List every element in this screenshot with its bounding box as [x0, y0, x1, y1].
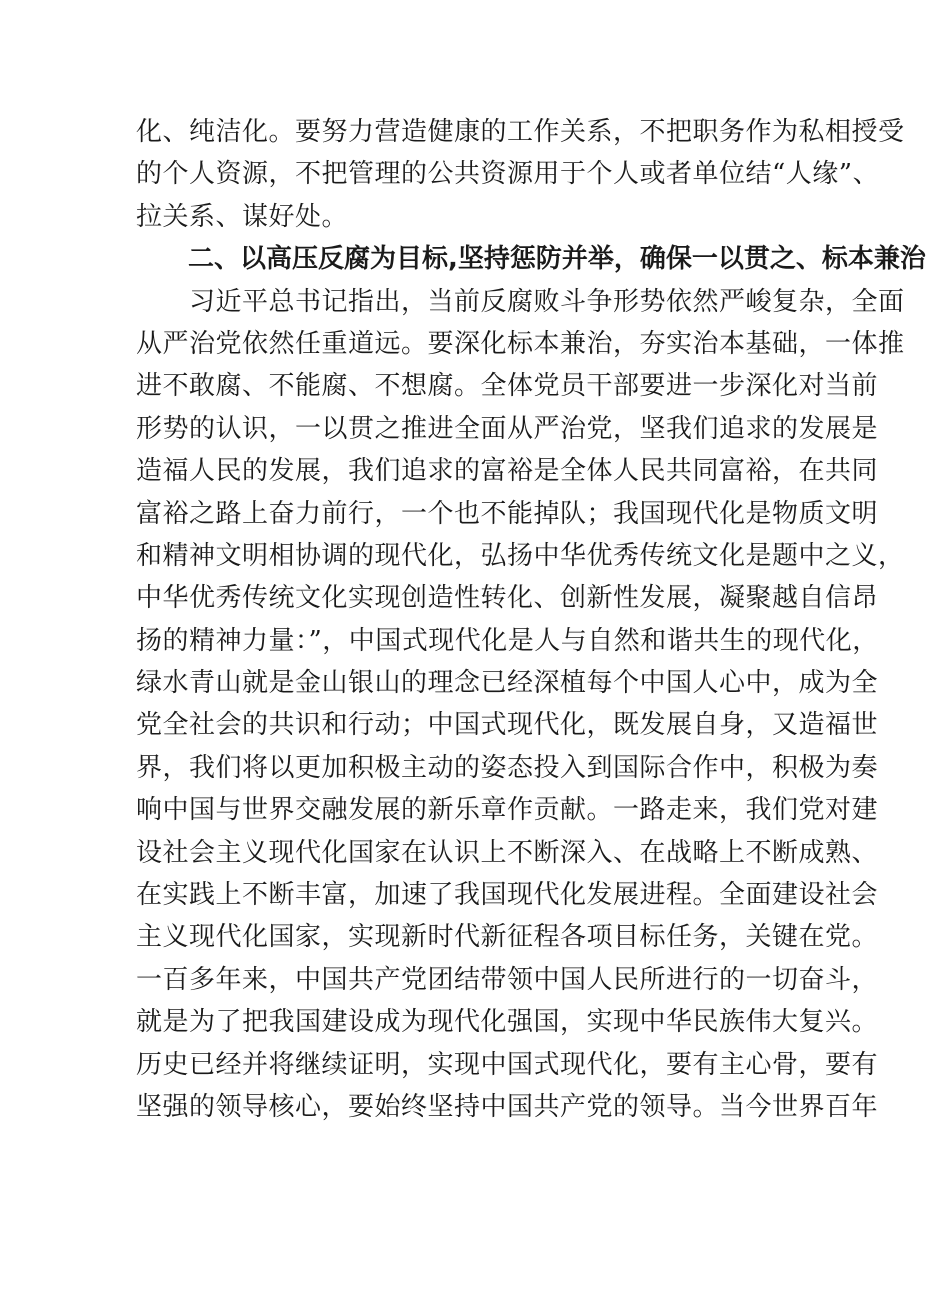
- document-body: [136, 111, 926, 1128]
- text-line: 坚强的领导核心，要始终坚持中国共产党的领导。当今世界百年: [136, 1091, 879, 1122]
- text-line: 和精神文明相协调的现代化，弘扬中华优秀传统文化是题中之义，: [136, 540, 905, 571]
- text-line: 就是为了把我国建设成为现代化强国，实现中华民族伟大复兴。: [136, 1007, 879, 1038]
- text-line: 富裕之路上奋力前行，一个也不能掉队；我国现代化是物质文明: [136, 498, 879, 529]
- text-line: 的个人资源，不把管理的公共资源用于个人或者单位结“人缘”、: [136, 159, 880, 190]
- text-line: 响中国与世界交融发展的新乐章作贡献。一路走来，我们党对建: [136, 795, 879, 826]
- text-line: 一百多年来，中国共产党团结带领中国人民所进行的一切奋斗，: [136, 964, 879, 995]
- text-line: 在实践上不断丰富，加速了我国现代化发展进程。全面建设社会: [136, 880, 879, 911]
- section-heading: 二、以高压反腐为目标,坚持惩防并举，确保一以贯之、标本兼治: [188, 244, 926, 275]
- text-line: 扬的精神力量：”，中国式现代化是人与自然和谐共生的现代化，: [136, 625, 879, 656]
- text-line: 设社会主义现代化国家在认识上不断深入、在战略上不断成熟、: [136, 837, 879, 868]
- text-line: 主义现代化国家，实现新时代新征程各项目标任务，关键在党。: [136, 922, 879, 953]
- text-line: 拉关系、谋好处。: [136, 201, 349, 232]
- text-line: 进不敢腐、不能腐、不想腐。全体党员干部要进一步深化对当前: [136, 371, 879, 402]
- text-line: 历史已经并将继续证明，实现中国式现代化，要有主心骨，要有: [136, 1049, 879, 1080]
- text-line: 中华优秀传统文化实现创造性转化、创新性发展，凝聚越自信昂: [136, 583, 879, 614]
- text-line: 习近平总书记指出，当前反腐败斗争形势依然严峻复杂，全面: [136, 286, 905, 317]
- text-line: 界，我们将以更加积极主动的姿态投入到国际合作中，积极为奏: [136, 752, 879, 783]
- text-line: 化、纯洁化。要努力营造健康的工作关系，不把职务作为私相授受: [136, 117, 905, 147]
- text-line: 绿水青山就是金山银山的理念已经深植每个中国人心中，成为全: [136, 668, 879, 699]
- text-line: 造福人民的发展，我们追求的富裕是全体人民共同富裕，在共同: [136, 456, 879, 487]
- text-line: 从严治党依然任重道远。要深化标本兼治，夯实治本基础，一体推: [136, 328, 905, 359]
- text-line: 党全社会的共识和行动；中国式现代化，既发展自身，又造福世: [136, 710, 879, 741]
- text-line: 形势的认识，一以贯之推进全面从严治党，坚我们追求的发展是: [136, 413, 879, 444]
